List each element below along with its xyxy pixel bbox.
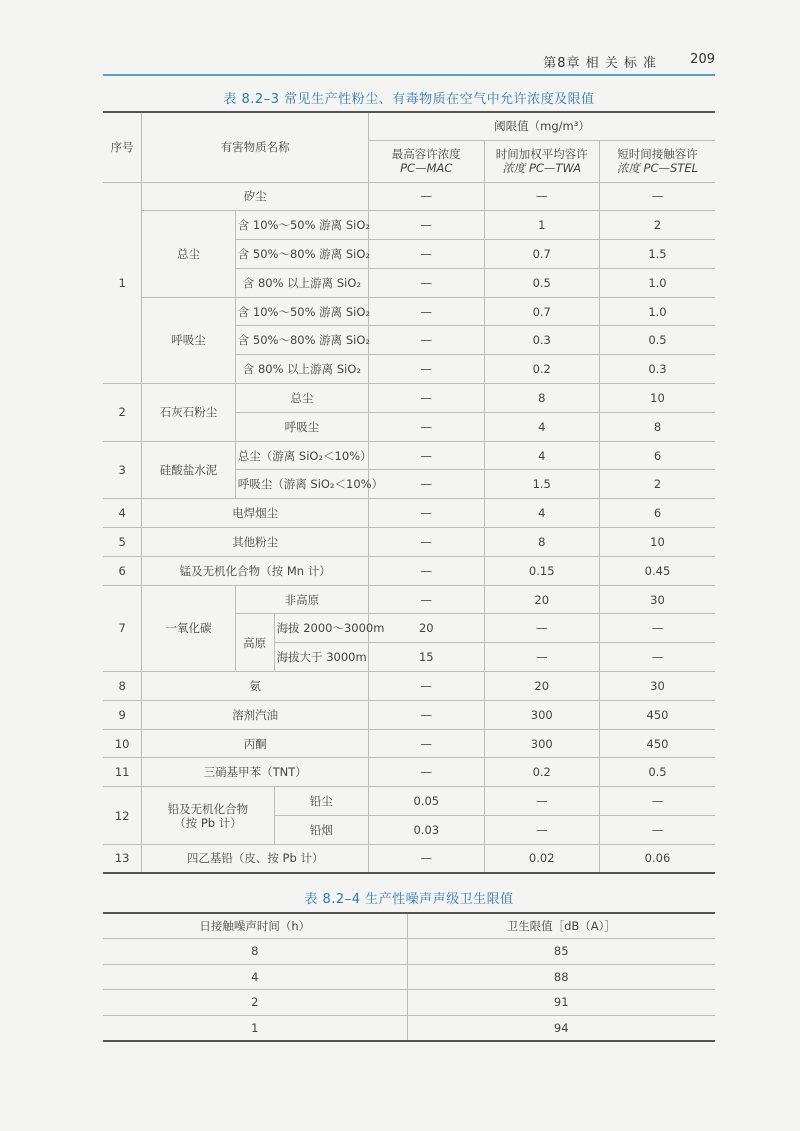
table-row: 7 一氧化碳 非高原 — 20 30 [103,585,715,614]
header-twa: 时间加权平均容许 浓度 PC—TWA [484,140,599,182]
table-row: 11 三硝基甲苯（TNT） — 0.2 0.5 [103,758,715,787]
table-row: 4 电焊烟尘 — 4 6 [103,499,715,528]
header-mac: 最高容许浓度 PC—MAC [369,140,484,182]
table-row: 10 丙酮 — 300 450 [103,729,715,758]
table-row: 4 88 [103,964,715,990]
table-row: 1 94 [103,1015,715,1041]
table-row: 5 其他粉尘 — 8 10 [103,528,715,557]
table-row: 含 80% 以上游离 SiO₂ — 0.2 0.3 [103,355,715,384]
table-row: 含 80% 以上游离 SiO₂ — 0.5 1.0 [103,268,715,297]
table-row: 13 四乙基铅（皮、按 Pb 计） — 0.02 0.06 [103,844,715,873]
table-row: 呼吸尘 含 10%～50% 游离 SiO₂ — 0.7 1.0 [103,297,715,326]
table-row: 2 91 [103,990,715,1016]
table-row: 高原 海拔 2000～3000m 20 — — [103,614,715,643]
table1-caption: 表 8.2–3 常见生产性粉尘、有毒物质在空气中允许浓度及限值 [223,92,595,107]
header-noise-limit: 卫生限值［dB（A）］ [407,913,715,939]
header-stel: 短时间接触容许 浓度 PC—STEL [599,140,715,182]
table-row: 总尘 含 10%～50% 游离 SiO₂ — 1 2 [103,211,715,240]
table-row: 8 氨 — 20 30 [103,672,715,701]
table-header-row [103,913,715,939]
table-row: 含 50%～80% 游离 SiO₂ — 0.7 1.5 [103,240,715,269]
running-header [103,52,715,76]
header-substance-name: 有害物质名称 [142,112,369,182]
table-row: 2 石灰石粉尘 总尘 — 8 10 [103,384,715,413]
header-threshold: 阈限值（mg/m³） [369,112,715,140]
table-row: 呼吸尘 — 4 8 [103,412,715,441]
table-row: 铅烟 0.03 — — [103,816,715,845]
table-row: 含 50%～80% 游离 SiO₂ — 0.3 0.5 [103,326,715,355]
chapter-title: 第8章 相 关 标 准 [543,56,657,71]
table-row: 3 硅酸盐水泥 总尘（游离 SiO₂＜10%） — 4 6 [103,441,715,470]
table-row: 8 85 [103,939,715,965]
header-no: 序号 [103,112,142,182]
table-header-row [103,112,715,140]
table-row: 呼吸尘（游离 SiO₂＜10%） — 1.5 2 [103,470,715,499]
page-number: 209 [690,52,715,67]
table-row: 6 锰及无机化合物（按 Mn 计） — 0.15 0.45 [103,556,715,585]
header-exposure-time: 日接触噪声时间（h） [103,913,407,939]
table-row: 1 矽尘 — — — [103,182,715,211]
exposure-limit-table [103,111,715,874]
table-row: 海拔大于 3000m 15 — — [103,643,715,672]
noise-limit-table [103,912,715,1042]
table2-caption: 表 8.2–4 生产性噪声声级卫生限值 [304,892,514,907]
table-row: 12 铅及无机化合物 （按 Pb 计） 铅尘 0.05 — — [103,787,715,816]
table-row: 9 溶剂汽油 — 300 450 [103,700,715,729]
